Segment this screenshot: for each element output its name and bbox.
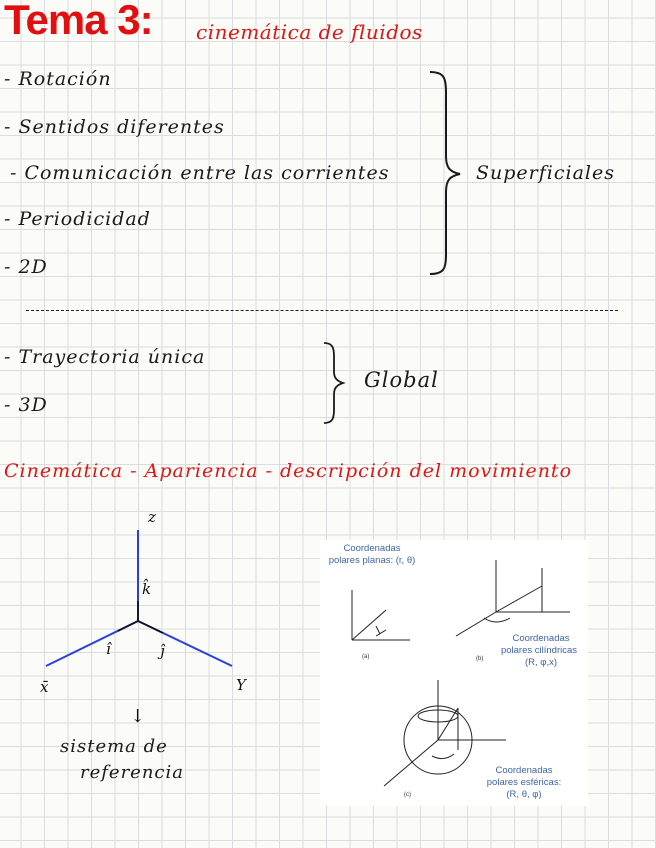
brace-superficiales bbox=[424, 68, 474, 278]
page-subtitle: cinemática de fluidos bbox=[196, 20, 423, 44]
caption-sph-2: polares esféricas: bbox=[486, 777, 562, 788]
list-item: - Sentidos diferentes bbox=[4, 116, 225, 138]
caption-cyl-3: (R, φ,x) bbox=[524, 657, 558, 668]
caption-reference-1: sistema de bbox=[60, 736, 168, 757]
axis-label-z: z bbox=[148, 508, 156, 526]
axis-label-i: î bbox=[106, 640, 111, 658]
label-global: Global bbox=[364, 368, 439, 392]
caption-cyl-1: Coordenadas bbox=[512, 633, 570, 644]
subfigure-label-b: (b) bbox=[476, 656, 484, 662]
subfigure-label-a: (a) bbox=[362, 654, 370, 660]
caption-sph-3: (R, θ, φ) bbox=[506, 789, 542, 800]
caption-cyl-2: polares cilíndricas bbox=[500, 645, 578, 656]
brace-global bbox=[318, 340, 348, 426]
coordinates-figure bbox=[320, 540, 588, 806]
list-item: - Periodicidad bbox=[4, 208, 151, 230]
subfigure-label-c: (c) bbox=[404, 792, 411, 798]
list-item: - 3D bbox=[4, 394, 48, 416]
list-item: - 2D bbox=[4, 256, 48, 278]
axis-label-k: k̂ bbox=[142, 580, 152, 598]
separator bbox=[26, 310, 618, 311]
axis-label-y: Y bbox=[236, 676, 246, 694]
list-item: - Comunicación entre las corrientes bbox=[10, 162, 390, 184]
axis-label-j: ĵ bbox=[160, 642, 165, 660]
down-arrow-icon: ↓ bbox=[130, 706, 146, 727]
axis-label-x: x̄ bbox=[40, 678, 49, 696]
definition-line: Cinemática - Apariencia - descripción del movimiento bbox=[4, 460, 573, 482]
caption-reference-2: referencia bbox=[80, 762, 184, 783]
reference-axes bbox=[30, 520, 260, 700]
caption-planar-1: Coordenadas bbox=[343, 543, 401, 554]
list-item: - Rotación bbox=[4, 68, 112, 90]
label-superficiales: Superficiales bbox=[476, 162, 615, 184]
caption-planar-2: polares planas: (r, θ) bbox=[328, 555, 416, 566]
page-title: Tema 3: bbox=[4, 0, 153, 43]
list-item: - Trayectoria única bbox=[4, 346, 206, 368]
caption-sph-1: Coordenadas bbox=[495, 765, 553, 776]
